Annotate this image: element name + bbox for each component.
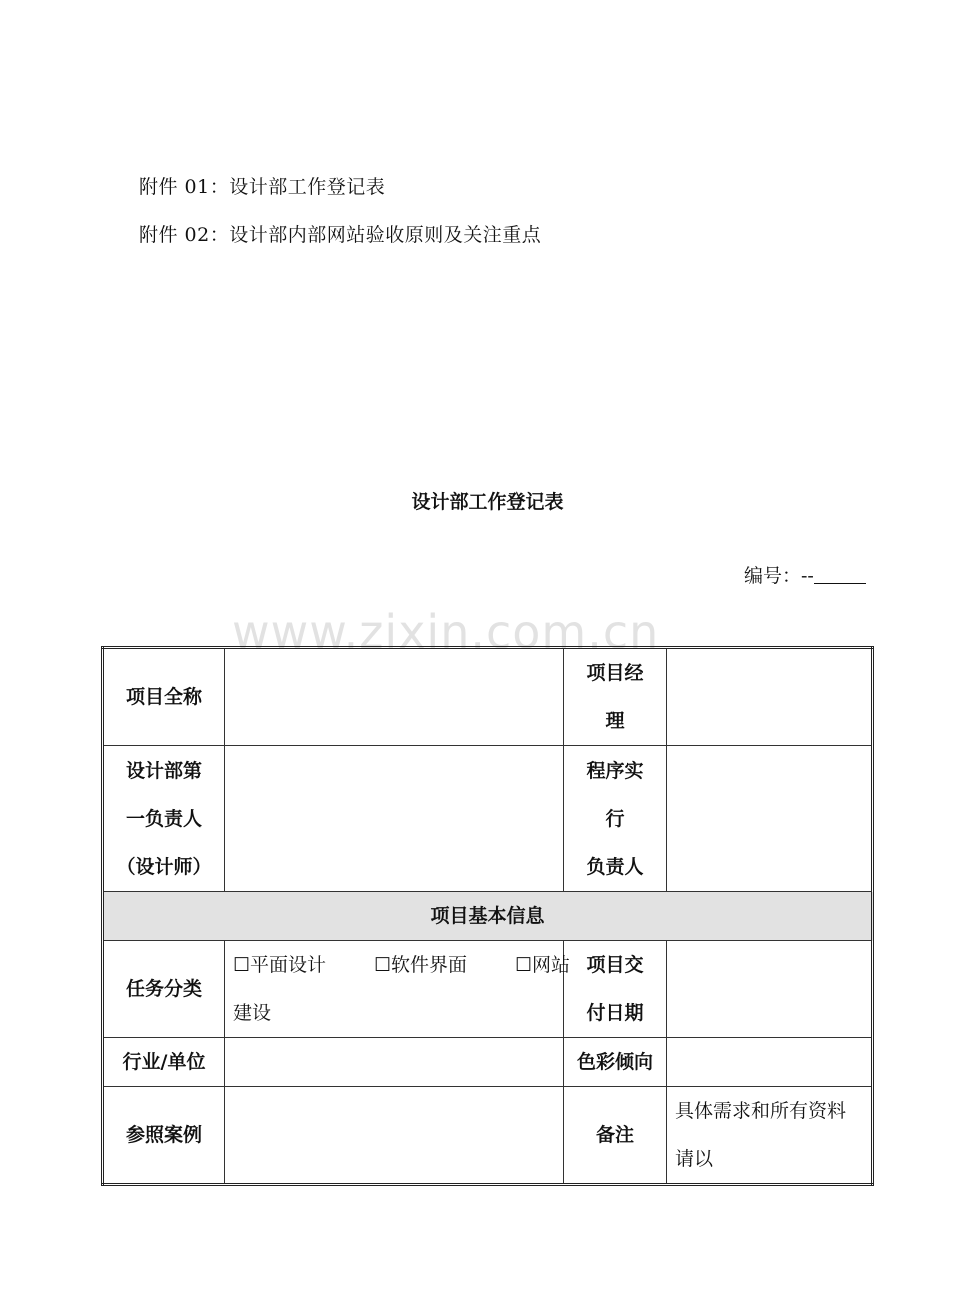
option-website-checkbox[interactable]: ☐网站 — [515, 954, 571, 976]
form-title: 设计部工作登记表 — [411, 491, 564, 513]
color-tendency-field[interactable] — [667, 1038, 873, 1087]
code-blank — [814, 565, 866, 584]
remarks-line: 具体需求和所有资料 — [675, 1100, 847, 1122]
watermark: www.zixin.com.cn — [232, 605, 660, 659]
design-lead-label-line: 一负责人 — [125, 807, 202, 830]
code-line — [744, 561, 866, 588]
delivery-date-label-line: 付日期 — [586, 1002, 644, 1024]
task-category-label: 任务分类 — [103, 941, 225, 1038]
option-graphic-design-checkbox[interactable]: ☐平面设计 — [233, 954, 327, 976]
delivery-date-label — [564, 941, 667, 1038]
row-section-header — [103, 892, 873, 941]
row-reference — [103, 1087, 873, 1185]
row-project-name — [103, 648, 873, 746]
option-software-ui-checkbox[interactable]: ☐软件界面 — [374, 954, 468, 976]
program-lead-label-line: 负责人 — [586, 855, 644, 878]
design-lead-label — [103, 746, 225, 892]
section-header-basic-info: 项目基本信息 — [103, 892, 873, 941]
row-design-lead — [103, 746, 873, 892]
remarks-line: 请以 — [675, 1148, 714, 1170]
task-category-options — [225, 941, 571, 1038]
delivery-date-label-line: 项目交 — [586, 954, 644, 976]
reference-cases-label: 参照案例 — [103, 1087, 225, 1185]
remarks-label: 备注 — [564, 1087, 667, 1185]
industry-label: 行业/单位 — [103, 1038, 225, 1087]
project-manager-label-line: 理 — [605, 710, 625, 732]
industry-field[interactable] — [225, 1038, 564, 1087]
annex-01: 附件 01：设计部工作登记表 — [139, 176, 386, 198]
design-lead-label-line: 设计部第 — [125, 759, 202, 782]
project-manager-label-line: 项目经 — [586, 662, 644, 684]
design-lead-field[interactable] — [225, 746, 564, 892]
delivery-date-field[interactable] — [667, 941, 873, 1038]
program-lead-field[interactable] — [667, 746, 873, 892]
project-manager-field[interactable] — [667, 648, 873, 746]
row-industry — [103, 1038, 873, 1087]
project-manager-label — [564, 648, 667, 746]
program-lead-label — [564, 746, 667, 892]
annex-02: 附件 02：设计部内部网站验收原则及关注重点 — [139, 224, 542, 246]
project-name-label: 项目全称 — [103, 648, 225, 746]
row-task-category — [103, 941, 873, 1038]
design-lead-label-line: （设计师） — [116, 855, 212, 878]
task-category-continuation: 建设 — [233, 1002, 272, 1024]
program-lead-label-line: 行 — [605, 807, 625, 830]
color-tendency-label: 色彩倾向 — [564, 1038, 667, 1087]
code-label: 编号：-- — [744, 565, 814, 587]
reference-cases-field[interactable] — [225, 1087, 564, 1185]
registration-form-table — [101, 646, 874, 1186]
program-lead-label-line: 程序实 — [586, 759, 644, 782]
project-name-field[interactable] — [225, 648, 564, 746]
remarks-field[interactable] — [667, 1087, 873, 1185]
